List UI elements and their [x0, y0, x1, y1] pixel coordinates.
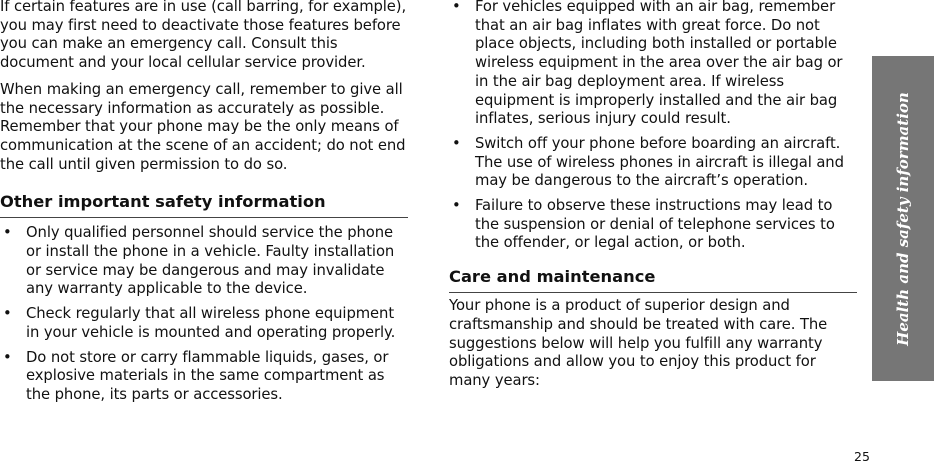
list-item	[0, 305, 408, 342]
bullet-marker: •	[3, 348, 12, 366]
bullet-marker: •	[3, 224, 12, 242]
right-column	[449, 0, 857, 391]
list-item	[449, 0, 857, 129]
page-number: 25	[854, 449, 870, 464]
left-column	[0, 0, 408, 405]
intro-paragraph-emergency-call: When making an emergency call, remember to give all the necessary information as accurately as possible. Remember that your phone may be the only means of communication at the scene of an accident; do not end the call until given permission to do so.	[0, 80, 406, 173]
list-item-text: Failure to observe these instructions may lead to the suspension or denial of telephone services to the offender, or legal action, or both.	[475, 197, 835, 252]
care-maintenance-paragraph: Your phone is a product of superior design and craftsmanship and should be treated with care. The suggestions below will help you fulfill any warranty obligations and allow you to enjoy this product for many years:	[449, 297, 828, 389]
vehicle-aircraft-bullet-list	[449, 0, 857, 253]
intro-paragraph-emergency-features: If certain features are in use (call barring, for example), you may first need to deactivate those features before you can make an emergency call. Consult this document and your local cellular service provider.	[0, 0, 407, 72]
other-safety-bullet-list	[0, 224, 408, 404]
section-heading-other-safety: Other important safety information	[0, 192, 408, 218]
list-item-text: Only qualified personnel should service the phone or install the phone in a vehicle. Faulty installation or service may be dangerous and may invalidate any warranty applicable to the device.	[26, 224, 395, 298]
bullet-marker: •	[452, 134, 461, 152]
list-item-text: Check regularly that all wireless phone equipment in your vehicle is mounted and operating properly.	[26, 305, 396, 341]
list-item-text: For vehicles equipped with an air bag, remember that an air bag inflates with great force. Do not place objects, including both installed or portable wireless equipment in the area over the air bag or in the air bag deployment area. If wireless equipment is improperly installed and the air bag inflates, serious injury could result.	[475, 0, 843, 128]
list-item-text: Switch off your phone before boarding an aircraft. The use of wireless phones in aircraft is illegal and may be dangerous to the aircraft’s operation.	[475, 134, 844, 190]
list-item-text: Do not store or carry flammable liquids, gases, or explosive materials in the same compartment as the phone, its parts or accessories.	[26, 348, 389, 403]
list-item	[449, 135, 857, 191]
section-heading-care-maintenance: Care and maintenance	[449, 267, 857, 293]
bullet-marker: •	[3, 305, 12, 323]
list-item	[449, 197, 857, 253]
side-tab-label: Health and safety information	[894, 91, 912, 346]
bullet-marker: •	[452, 0, 461, 15]
list-item	[0, 224, 408, 299]
side-tab	[872, 56, 934, 381]
bullet-marker: •	[452, 197, 461, 215]
list-item	[0, 349, 408, 405]
